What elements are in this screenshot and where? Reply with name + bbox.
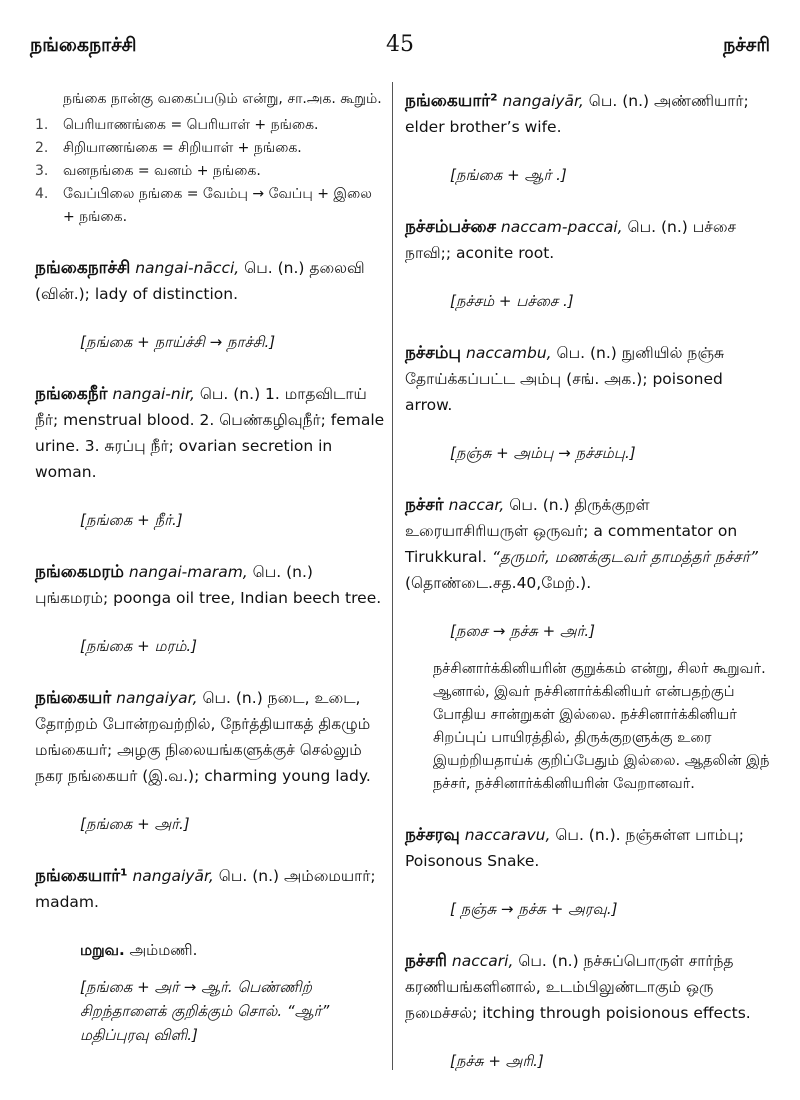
- entry-etymology: [நச்சம் + பச்சை .]: [450, 292, 574, 310]
- dictionary-entry: [35, 685, 385, 837]
- dictionary-entry: [35, 559, 385, 659]
- entry-etymology: [நங்கை + அர் → ஆர். பெண்ணிற் சிறந்தாளைக் குறிக்கும் சொல். “ஆர்” மதிப்புரவு விளி.]: [80, 978, 330, 1044]
- entry-transliteration: nangai-maram,: [128, 563, 248, 581]
- right-column: [405, 88, 770, 1074]
- dictionary-entry: [405, 340, 770, 466]
- entry-transliteration: naccar,: [448, 496, 505, 514]
- entry-headword: நச்சர்: [405, 495, 444, 515]
- note-item-number: 4.: [35, 186, 49, 202]
- entry-headword: நங்கைநாச்சி: [35, 258, 131, 278]
- entry-etymology: [நஞ்சு + அம்பு → நச்சம்பு.]: [450, 444, 636, 462]
- note-intro: நங்கை நான்கு வகைப்படும் என்று, சா.அக. கூறும்.: [63, 91, 382, 107]
- entry-definition: பெ. (n.) நுனியில் நஞ்சு தோய்க்கப்பட்ட அம்பு (சங். அக.); poisoned arrow.: [405, 344, 725, 414]
- entry-headword: நங்கையார்²: [405, 91, 498, 111]
- entry-headword: நங்கையர்: [35, 688, 112, 708]
- column-divider: [392, 82, 393, 1070]
- synonym-line: [35, 937, 385, 963]
- entry-headword: நச்சரி: [405, 951, 447, 971]
- note-item: [35, 183, 385, 229]
- synonym-label: மறுவ.: [80, 941, 125, 959]
- entry-etymology: [நங்கை + ஆர் .]: [450, 166, 567, 184]
- header-right-guide-word: நச்சரி: [723, 34, 770, 56]
- entry-headword: நச்சம்பு: [405, 343, 462, 363]
- note-item: [35, 114, 385, 137]
- entry-transliteration: nangai-nir,: [112, 385, 195, 403]
- dictionary-entry: [405, 948, 770, 1074]
- entry-etymology: [ நஞ்சு → நச்சு + அரவு.]: [450, 900, 618, 918]
- dictionary-entry: [35, 863, 385, 1047]
- entry-definition: பெ. (n.) 1. மாதவிடாய் நீர்; menstrual blood. 2. பெண்கழிவுநீர்; female urine. 3. சுரப்பு நீர்; ovarian secretion in woman.: [35, 385, 385, 481]
- dictionary-entry: [35, 381, 385, 533]
- note-item-text: சிறியாணங்கை = சிறியாள் + நங்கை.: [63, 140, 302, 156]
- header-left-guide-word: நங்கைநாச்சி: [30, 34, 137, 56]
- entry-headword: நங்கைநீர்: [35, 384, 108, 404]
- page-number: 45: [386, 32, 414, 57]
- entry-definition: பெ. (n.). நஞ்சுள்ள பாம்பு; Poisonous Snake.: [405, 826, 744, 870]
- entry-transliteration: nangai-nācci,: [135, 259, 240, 277]
- note-item-number: 1.: [35, 117, 49, 133]
- dictionary-entry: [405, 822, 770, 922]
- entry-definition: பெ. (n.) நடை, உடை, தோற்றம் போன்றவற்றில், நேர்த்தியாகத் திகழும் மங்கையர்; அழகு நிலையங்களுக்குச் செல்லும் நகர நங்கையர் (இ.வ.); charming young lady.: [35, 689, 371, 785]
- entry-etymology: [நச்சு + அரி.]: [450, 1052, 544, 1070]
- entry-headword: நங்கையார்¹: [35, 866, 128, 886]
- entry-transliteration: nangaiyār,: [132, 867, 214, 885]
- entry-quotation: “தருமர், மணக்குடவர் தாமத்தர் நச்சர்”: [491, 548, 758, 566]
- dictionary-entry: [405, 214, 770, 314]
- entry-transliteration: naccari,: [451, 952, 514, 970]
- entry-etymology: [நங்கை + நீர்.]: [80, 511, 183, 529]
- entry-definition: பெ. (n.) நச்சுப்பொருள் சார்ந்த கரணியங்களினால், உடம்பிலுண்டாகும் ஒரு நமைச்சல்; itching through poisionous effects.: [405, 952, 751, 1022]
- dictionary-entry: [405, 492, 770, 796]
- entry-transliteration: naccaravu,: [464, 826, 551, 844]
- note-item-text: வனநங்கை = வனம் + நங்கை.: [63, 163, 261, 179]
- entry-etymology: [நசை → நச்சு + அர்.]: [450, 622, 596, 640]
- dictionary-entry: [405, 88, 770, 188]
- entry-definition: பெ. (n.) அண்ணியார்; elder brother’s wife.: [405, 92, 749, 136]
- note-item-number: 3.: [35, 163, 49, 179]
- entry-definition: பெ. (n.) அம்மையார்; madam.: [35, 867, 376, 911]
- entry-note: நச்சினார்க்கினியரின் குறுக்கம் என்று, சிலர் கூறுவர். ஆனால், இவர் நச்சினார்க்கினியர் என்பதற்குப் போதிய சான்றுகள் இல்லை. நச்சினார்க்கினியர் சிறப்புப் பாயிரத்தில், திருக்குறளுக்கு உரை இயற்றியதாய்க் குறிப்பேதும் இல்லை. ஆதலின் இந் நச்சர், நச்சினார்க்கினியரின் வேறானவர்.: [433, 661, 770, 792]
- entry-definition: பெ. (n.) புங்கமரம்; poonga oil tree, Indian beech tree.: [35, 563, 382, 607]
- entry-definition: பெ. (n.) தலைவி (வின்.); lady of distinction.: [35, 259, 365, 303]
- note-item-number: 2.: [35, 140, 49, 156]
- entry-transliteration: naccambu,: [466, 344, 552, 362]
- entry-headword: நச்சரவு: [405, 825, 460, 845]
- entry-etymology: [நங்கை + அர்.]: [80, 815, 190, 833]
- entry-etymology: [நங்கை + மரம்.]: [80, 637, 198, 655]
- synonym-value: அம்மணி.: [129, 941, 198, 959]
- quotation-source: (தொண்டை.சத.40,மேற்.).: [405, 574, 592, 592]
- entry-headword: நங்கைமரம்: [35, 562, 124, 582]
- entry-definition: பெ. (n.) திருக்குறள் உரையாசிரியருள் ஒருவர்; a commentator on Tirukkural.: [405, 496, 738, 566]
- entry-transliteration: naccam-paccai,: [500, 218, 623, 236]
- entry-transliteration: nangaiyār,: [502, 92, 584, 110]
- entry-headword: நச்சம்பச்சை: [405, 217, 496, 237]
- note-item: [35, 160, 385, 183]
- entry-transliteration: nangaiyar,: [116, 689, 198, 707]
- page-header: [30, 32, 770, 66]
- left-column: [35, 88, 385, 1047]
- note-item-text: பெரியாணங்கை = பெரியாள் + நங்கை.: [63, 117, 319, 133]
- entry-definition: பெ. (n.) பச்சை நாவி;; aconite root.: [405, 218, 737, 262]
- dictionary-entry: [35, 255, 385, 355]
- entry-etymology: [நங்கை + நாய்ச்சி → நாச்சி.]: [80, 333, 276, 351]
- note-item: [35, 137, 385, 160]
- note-item-text: வேப்பிலை நங்கை = வேம்பு → வேப்பு + இலை + நங்கை.: [63, 186, 372, 225]
